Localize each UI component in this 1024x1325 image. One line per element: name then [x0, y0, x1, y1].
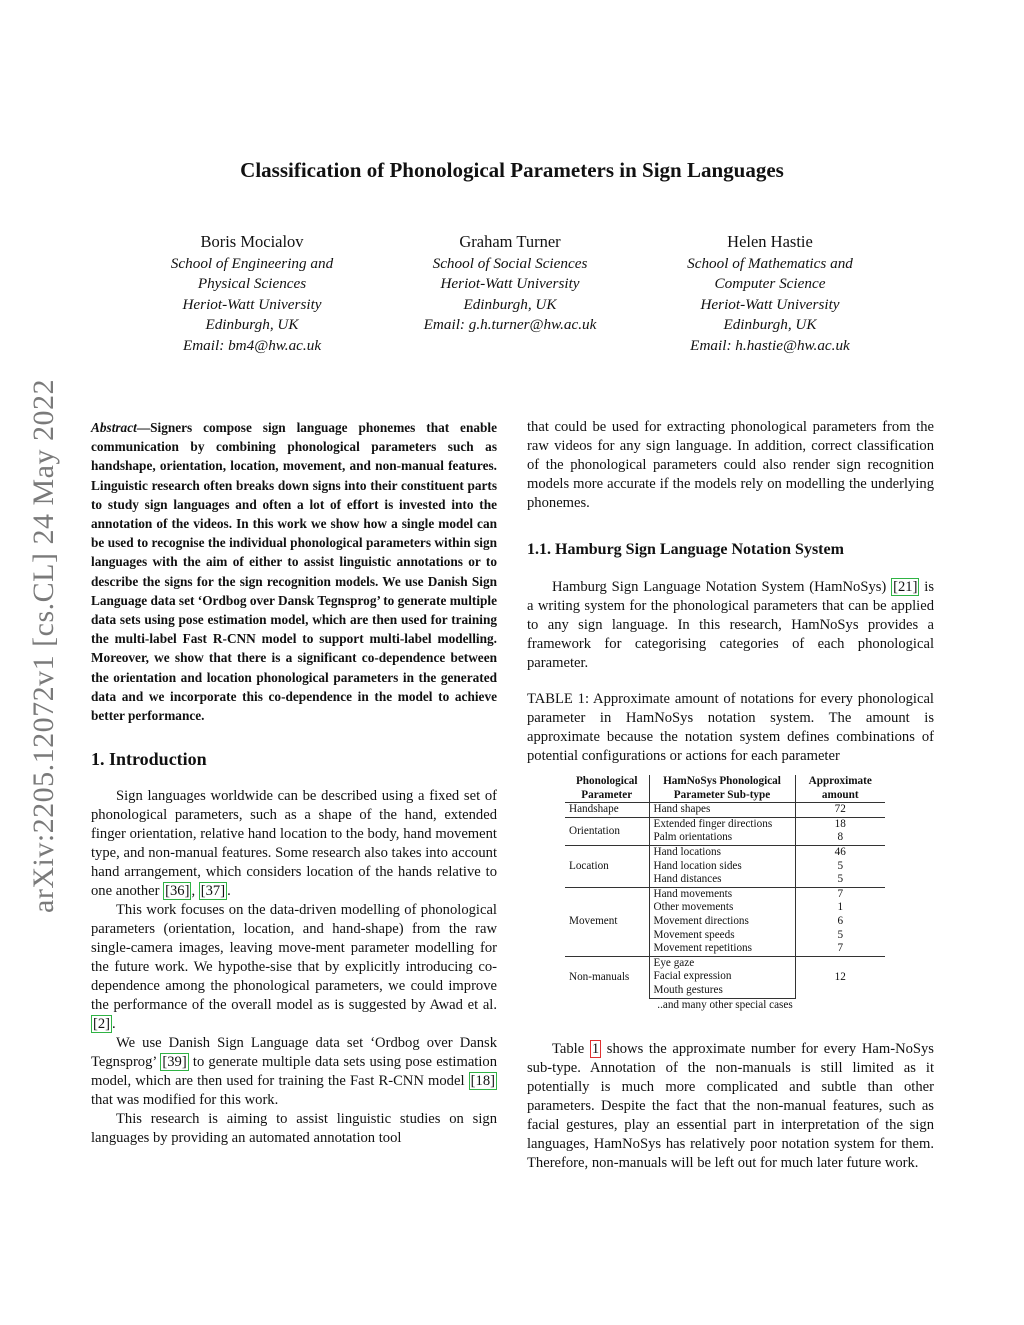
table-cell-subtype: Mouth gestures: [649, 984, 795, 998]
table-cell-amount: 1: [795, 901, 885, 915]
table-cell-parameter: Location: [565, 845, 649, 887]
author-affiliation: Edinburgh, UK: [463, 295, 557, 313]
author-block-1: [122, 232, 382, 356]
author-affiliation: Edinburgh, UK: [205, 316, 299, 333]
column-header-subtype: HamNoSys Phonological Parameter Sub-type: [649, 775, 795, 803]
table-cell-amount: 5: [795, 873, 885, 887]
table-cell-amount: 72: [795, 803, 885, 818]
abstract: [91, 418, 497, 725]
table-row: [565, 845, 885, 859]
intro-continuation: that could be used for extracting phonological parameters from the raw videos for any sign language. In addition, correct classification of the phonological parameters could also render sign recognition models more accurate if the models rely on modelling the underlying phonemes.: [527, 419, 934, 511]
table-cell-subtype: Movement repetitions: [649, 942, 795, 956]
intro-paragraph-3: [91, 1034, 497, 1110]
table-cell-subtype: Hand locations: [649, 845, 795, 859]
author-affiliation: Computer Science: [714, 275, 826, 292]
column-header-parameter: Phonological Parameter: [565, 775, 649, 803]
author-email: Email: h.hastie@hw.ac.uk: [690, 336, 850, 354]
table-reference-link[interactable]: 1: [591, 1040, 600, 1057]
table-cell-subtype: Palm orientations: [649, 831, 795, 845]
author-affiliation: School of Engineering and: [170, 254, 334, 272]
paragraph-text: that was modified for this work.: [91, 1092, 279, 1109]
author-affiliation: School of Mathematics and: [687, 254, 853, 272]
table-cell-subtype: Extended finger directions: [649, 817, 795, 831]
author-name: Graham Turner: [459, 232, 561, 251]
author-email: Email: g.h.turner@hw.ac.uk: [423, 316, 597, 333]
table-cell-subtype: Facial expression: [649, 970, 795, 984]
author-block-3: [640, 232, 900, 356]
table-cell-parameter: Orientation: [565, 817, 649, 845]
table-row: [565, 803, 885, 818]
table-discussion-paragraph: [527, 1040, 934, 1173]
paragraph-text: is a writing system for the phonological parameters that can be applied to any sign language. In this research, HamNoSys provides a framework for categorising categories of each phonological parameter.: [527, 579, 935, 671]
paragraph-text: to generate multiple data sets using pose estimation model, which are then used for training the Fast R-CNN model: [91, 1054, 498, 1090]
table-row: [565, 817, 885, 831]
author-name: Boris Mocialov: [200, 232, 304, 251]
table-cell-subtype: Eye gaze: [649, 956, 795, 970]
citation-link[interactable]: [18]: [470, 1073, 495, 1090]
author-affiliation: Physical Sciences: [197, 275, 307, 292]
table-cell-amount: 46: [795, 845, 885, 859]
citation-link[interactable]: [39]: [162, 1054, 187, 1071]
table-cell-subtype: Movement speeds: [649, 929, 795, 943]
paragraph-text: Sign languages worldwide can be described using a fixed set of phonological parameters, such as a shape of the hand, extended finger orientation, relative hand location to the body, hand movement type, and non-manual features. Some research also takes into account hand arrangement, which considers location of the hands relative to one another: [91, 788, 497, 900]
table-cell-subtype: Hand movements: [649, 887, 795, 901]
table-cell-amount: 18: [795, 817, 885, 831]
section-heading-introduction: 1. Introduction: [91, 749, 207, 770]
paper-title: Classification of Phonological Parameters in Sign Languages: [240, 158, 784, 182]
table-cell-amount: 8: [795, 831, 885, 845]
subsection-heading-hamnosys: 1.1. Hamburg Sign Language Notation System: [527, 541, 844, 558]
hamnosys-paragraph: [527, 578, 934, 673]
table-cell-parameter: Handshape: [569, 803, 619, 816]
arxiv-identifier: [22, 346, 66, 946]
abstract-label: Abstract: [91, 420, 137, 435]
table-cell-amount: 7: [795, 942, 885, 956]
table-note: ..and many other special cases: [657, 998, 793, 1011]
author-affiliation: Heriot-Watt University: [440, 275, 580, 292]
left-column: [91, 418, 497, 1148]
column-header-amount: Approximate amount: [795, 775, 885, 803]
table-cell-subtype: Other movements: [649, 901, 795, 915]
hamnosys-table: [565, 775, 885, 999]
table-caption: TABLE 1: Approximate amount of notations for every phonological parameter in HamNoSys notation system. The amount is approximate because the notation system defines combinations of potential configurations or actions for each parameter: [527, 691, 934, 764]
table-cell-amount: 12: [795, 956, 885, 998]
author-affiliation: Heriot-Watt University: [182, 295, 322, 313]
table-row: [565, 887, 885, 901]
table-cell-parameter: Movement: [565, 887, 649, 956]
paragraph-text: Table: [552, 1040, 590, 1057]
paragraph-text: This work focuses on the data-driven modelling of phonological parameters (orientation, location, and hand-shape) from the raw single-camera images, leaving move-ment parameter modelling for the future work. We hypothe-sise that by explicitly introducing co-dependence among the phonological parameters, we could improve the performance of the overall model as is suggested by Awad et al.: [91, 902, 497, 1014]
table-cell-subtype: Movement directions: [649, 915, 795, 929]
citation-link[interactable]: [2]: [93, 1016, 111, 1033]
paragraph-text: .: [227, 883, 231, 900]
table-row: [565, 956, 885, 970]
arxiv-identifier-text: arXiv:2205.12072v1 [cs.CL] 24 May 2022: [27, 379, 60, 913]
intro-paragraph-2: [91, 901, 497, 1034]
right-column: [527, 418, 934, 1173]
citation-link[interactable]: [21]: [893, 579, 918, 595]
intro-paragraph-4: This research is aiming to assist linguistic studies on sign languages by providing an automated annotation tool: [91, 1111, 497, 1147]
table-cell-parameter: Non-manuals: [565, 956, 649, 998]
intro-paragraph-1: [91, 787, 497, 901]
paragraph-text: ,: [191, 883, 199, 900]
abstract-text: —Signers compose sign language phonemes that enable communication by combining phonological parameters such as handshape, orientation, location, movement, and non-manual features. Linguistic research often breaks down signs into their constituent parts to study sign languages and often a lot of effort is invested into the annotation of the videos. In this work we show how a single model can be used to recognise the individual phonological parameters within sign languages with the aim of either to assist linguistic annotations or to describe the signs for the sign recognition models. We use Danish Sign Language data set ‘Ordbog over Dansk Tegnsprog’ to generate multiple data sets using pose estimation model, which are then used for training the multi-label Fast R-CNN model to support multi-label modelling. Moreover, we show that there is a significant co-dependence between the orientation and location phonological parameters in the generated data and we incorporate this co-dependence in the model to achieve better performance.: [91, 420, 497, 724]
table-cell-amount: 5: [795, 929, 885, 943]
table-cell-subtype: Hand location sides: [649, 860, 795, 874]
author-affiliation: Edinburgh, UK: [723, 316, 817, 333]
table-cell-subtype: Hand distances: [649, 873, 795, 887]
author-affiliation: Heriot-Watt University: [700, 295, 840, 313]
paragraph-text: We use Danish Sign Language data set ‘Ordbog over Dansk Tegnsprog’: [91, 1035, 497, 1071]
author-affiliation: School of Social Sciences: [432, 254, 588, 272]
table-cell-amount: 7: [795, 887, 885, 901]
table-header-row: [565, 775, 885, 803]
paragraph-text: Hamburg Sign Language Notation System (HamNoSys): [552, 579, 892, 595]
citation-link[interactable]: [37]: [200, 883, 226, 900]
table-cell-subtype: Hand shapes: [649, 803, 795, 818]
table-cell-amount: 6: [795, 915, 885, 929]
citation-link[interactable]: [36]: [165, 883, 190, 900]
paragraph-text: shows the approximate number for every Ham-NoSys sub-type. Annotation of the non-manuals is still limited as it potentially is much more complicated and subtle than other parameters. Despite the fact that the non-manual features, such as facial gestures, play an essential part in interpretation of the sign languages, HamNoSys has relatively poor notation system for them. Therefore, non-manuals will be left out for much later future work.: [527, 1040, 934, 1171]
author-name: Helen Hastie: [727, 232, 813, 251]
paragraph-text: .: [112, 1016, 116, 1033]
author-email: Email: bm4@hw.ac.uk: [182, 336, 322, 354]
table-cell-amount: 5: [795, 860, 885, 874]
author-block-2: [380, 232, 640, 336]
